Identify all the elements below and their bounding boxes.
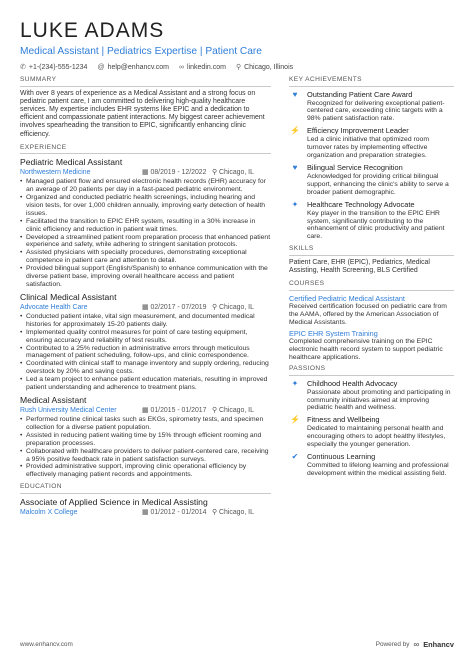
experience-heading: EXPERIENCE: [20, 144, 271, 155]
passion-title: Fitness and Wellbeing: [306, 415, 380, 425]
job-dates-text: 02/2017 - 07/2019: [150, 303, 207, 311]
email-text: help@enhancv.com: [107, 64, 170, 71]
location-pin-icon: ⚲: [212, 508, 218, 516]
passion-item: [289, 452, 454, 478]
phone-item[interactable]: [20, 63, 87, 72]
brand-name: Enhancv: [423, 640, 454, 649]
linkedin-text: linkedin.com: [187, 64, 226, 71]
enhancv-logo-icon: ∞: [413, 640, 420, 649]
job-dates-text: 08/2019 - 12/2022: [150, 169, 207, 177]
bullet-item: • Performed routine clinical tasks such as EKGs, spirometry tests, and specimen collection for a diverse patient population.: [20, 416, 271, 432]
job-title: Medical Assistant: [20, 394, 87, 405]
phone-icon: ✆: [20, 64, 26, 71]
job-entry: [20, 157, 271, 289]
columns: [20, 76, 454, 517]
achievement-body: [307, 126, 454, 160]
location-item: [236, 63, 293, 72]
course-desc: Received certification focused on pediatric care from the AAMA, offered by the American Association of Medical Assistants.: [288, 302, 447, 326]
course-title[interactable]: EPIC EHR System Training: [288, 329, 378, 339]
passion-desc: Passionate about promoting and participating in community initiatives aimed at improving pediatric health and wellness.: [306, 388, 451, 412]
bullet-item: • Provided bilingual support (English/Spanish) to enhance communication with the diverse patient base, improving overall healthcare access and patient satisfaction.: [20, 265, 271, 289]
company-name: Rush University Medical Center: [20, 406, 117, 414]
degree-title: Associate of Applied Science in Medical Assisting: [20, 496, 208, 507]
passion-desc: Committed to lifelong learning and professional development within the medical assisting field.: [306, 462, 449, 477]
passion-body: [307, 379, 454, 413]
email-item[interactable]: [97, 63, 169, 72]
passions-heading: PASSIONS: [289, 365, 454, 376]
bullet-item: • Collaborated with healthcare providers to deliver patient-centered care, receiving a 95% positive feedback rate in patient satisfaction surveys.: [20, 448, 271, 464]
passion-body: [307, 452, 454, 478]
education-heading: EDUCATION: [20, 483, 271, 494]
job-dates-text: 01/2015 - 01/2017: [150, 406, 207, 414]
job-location: [212, 303, 254, 312]
courses-heading: COURSES: [289, 280, 454, 291]
calendar-icon: ▦: [142, 406, 149, 414]
job-bullets: [20, 416, 271, 479]
achievement-desc: Acknowledged for providing critical bilingual support, enhancing the clinic's ability to serve a broader patient demographic.: [306, 172, 449, 196]
achievement-body: [307, 200, 454, 242]
location-pin-icon: ⚲: [212, 406, 218, 414]
heart-icon: ♥: [292, 162, 298, 172]
job-bullets: [20, 313, 271, 392]
star-icon: ✦: [291, 199, 299, 209]
bullet-item: • Contributed to a 25% reduction in administrative errors through meticulous management of patient scheduling, follow-ups, and clinic correspondence.: [20, 345, 271, 361]
course-title[interactable]: Certified Pediatric Medical Assistant: [288, 293, 405, 303]
bullet-item: • Developed a streamlined patient room preparation process that enhanced patient experience and safety, while adhering to stringent sanitation protocols.: [20, 234, 271, 250]
calendar-icon: ▦: [142, 508, 149, 516]
bullet-item: • Led a team project to enhance patient education materials, resulting in improved patient understanding and adherence to treatment plans.: [20, 376, 271, 392]
achievements-heading: KEY ACHIEVEMENTS: [289, 76, 454, 87]
skills-text: Patient Care, EHR (EPIC), Pediatrics, Medical Assisting, Health Screening, BLS Certified: [288, 258, 430, 274]
passion-title: Childhood Health Advocacy: [306, 378, 398, 388]
bullet-item: • Managed patient flow and ensured electronic health records (EHR) accuracy for an average of 20 patients per day in a fast-paced pediatric environment.: [20, 178, 271, 194]
bullet-item: • Assisted in reducing patient waiting time by 15% through efficient rooming and preparation processes.: [20, 432, 271, 448]
job-location: [212, 406, 254, 415]
education-location: [212, 508, 254, 517]
footer-brand[interactable]: [376, 640, 454, 649]
achievement-item: [289, 200, 454, 242]
contact-row: [20, 63, 454, 72]
job-title: Pediatric Medical Assistant: [20, 157, 123, 168]
course-desc: Completed comprehensive training on the EPIC electronic health record system to support pediatric healthcare applications.: [288, 338, 443, 362]
achievement-item: [289, 90, 454, 124]
job-dates: [142, 406, 212, 415]
location-pin-icon: ⚲: [235, 64, 242, 71]
candidate-name: LUKE ADAMS: [20, 19, 165, 42]
job-location-text: Chicago, IL: [219, 406, 254, 414]
footer-website[interactable]: www.enhancv.com: [20, 641, 73, 648]
job-dates: [142, 303, 212, 312]
achievement-desc: Key player in the transition to the EPIC EHR system, significantly contributing to the enhancement of clinic productivity and patient care.: [306, 209, 445, 241]
phone-text: +1-(234)-555-1234: [28, 64, 88, 71]
bullet-item: • Facilitated the transition to EPIC EHR system, resulting in a 30% increase in clinic efficiency and reduction in patient wait times.: [20, 218, 271, 234]
bullet-item: • Implemented quality control measures for point of care testing equipment, ensuring accuracy and reliability of test results.: [20, 329, 271, 345]
company-name: Northwestern Medicine: [20, 169, 91, 177]
job-bullets: [20, 178, 271, 289]
heart-icon: ♥: [292, 89, 298, 99]
page-footer: [20, 640, 454, 649]
star-icon: ✦: [291, 378, 299, 388]
achievement-title: Healthcare Technology Advocate: [306, 199, 415, 209]
skills-heading: SKILLS: [289, 245, 454, 256]
achievement-body: [307, 90, 454, 124]
left-column: [20, 76, 271, 517]
passion-title: Continuous Learning: [306, 452, 376, 462]
summary-text: With over 8 years of experience as a Medical Assistant and a strong focus on pediatric patient care, I am committed to delivering high-quality healthcare services. My expertise includes EHR systems like EPIC and a dedication to efficient and compassionate patient interactions. My biggest career achievement involves spearheading the transition to EPIC, significantly enhancing clinic efficiency.: [20, 89, 265, 138]
powered-by-text: Powered by: [375, 641, 410, 648]
headline: Medical Assistant | Pediatrics Expertise | Patient Care: [20, 46, 262, 57]
company-name: Advocate Health Care: [20, 303, 88, 311]
passion-item: [289, 415, 454, 449]
location-pin-icon: ⚲: [212, 169, 218, 177]
achievement-desc: Recognized for delivering exceptional patient-centered care, exceeding clinic targets with a 98% patient satisfaction rate.: [306, 99, 445, 123]
calendar-icon: ▦: [142, 303, 149, 311]
passion-item: [289, 379, 454, 413]
education-dates: [142, 508, 212, 517]
job-meta: [20, 406, 271, 415]
bullet-item: • Assisted physicians with specialty procedures, demonstrating exceptional competence in patient care and attention to detail.: [20, 249, 271, 265]
bullet-item: • Organized and conducted pediatric health screenings, including hearing and vision tests, for over 1,000 children annually, improving early detection of health issues.: [20, 194, 271, 218]
passion-body: [307, 415, 454, 449]
job-entry: [20, 292, 271, 392]
education-location-text: Chicago, IL: [219, 508, 254, 516]
education-meta: [20, 508, 271, 517]
location-pin-icon: ⚲: [212, 303, 218, 311]
bullet-item: • Conducted patient intake, vital sign measurement, and documented medical histories for approximately 15-20 patients daily.: [20, 313, 271, 329]
achievement-title: Efficiency Improvement Leader: [306, 126, 409, 136]
bullet-item: • Provided administrative support, improving clinic operational efficiency by effectively managing patient records and appointments.: [20, 463, 271, 479]
bolt-icon: ⚡: [289, 415, 300, 425]
job-title: Clinical Medical Assistant: [20, 291, 117, 302]
location-text: Chicago, Illinois: [244, 64, 294, 71]
linkedin-item[interactable]: [179, 63, 226, 72]
achievement-body: [307, 163, 454, 197]
check-icon: ✔: [291, 452, 299, 462]
achievement-title: Bilingual Service Recognition: [306, 162, 403, 172]
right-column: [289, 76, 454, 517]
email-icon: @: [97, 64, 105, 71]
achievement-item: [289, 163, 454, 197]
summary-heading: SUMMARY: [20, 76, 271, 87]
job-location: [212, 168, 254, 177]
achievement-desc: Led a clinic initiative that optimized room turnover rates by implementing effective organization and preparation strategies.: [306, 136, 429, 160]
job-location-text: Chicago, IL: [219, 169, 254, 177]
achievement-title: Outstanding Patient Care Award: [306, 89, 413, 99]
achievement-item: [289, 126, 454, 160]
job-meta: [20, 168, 271, 177]
bullet-item: • Coordinated with clinical staff to manage inventory and supply ordering, reducing overstock by 20% and saving costs.: [20, 360, 271, 376]
job-entry: [20, 395, 271, 479]
calendar-icon: ▦: [142, 169, 149, 177]
education-dates-text: 01/2012 - 01/2014: [150, 508, 207, 516]
job-meta: [20, 303, 271, 312]
link-icon: ∞: [179, 64, 185, 71]
bolt-icon: ⚡: [289, 126, 300, 136]
job-dates: [142, 168, 212, 177]
school-name: Malcolm X College: [20, 508, 78, 516]
job-location-text: Chicago, IL: [219, 303, 254, 311]
passion-desc: Dedicated to maintaining personal health and encouraging others to adopt healthy lifestyles, especially the younger generation.: [306, 425, 446, 449]
